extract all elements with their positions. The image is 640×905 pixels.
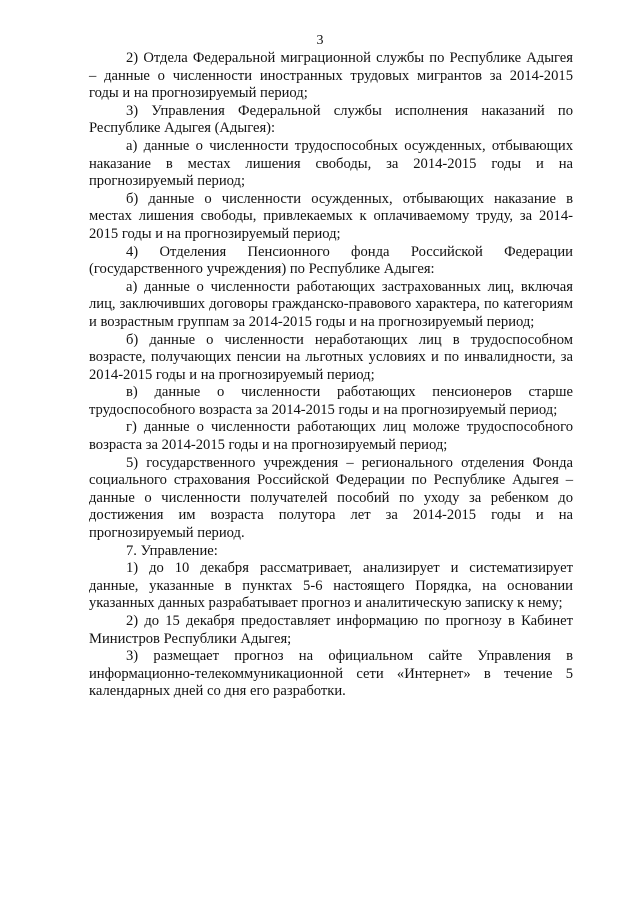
paragraph-item-1-analysis-deadline: 1) до 10 декабря рассматривает, анализирует и систематизирует данные, указанные в пунктах 5-6 настоящего Порядка, на основании указанных данных разрабатывает прогноз и аналитическую записку к нему; xyxy=(89,560,573,612)
paragraph-subitem-a-convicts-able: а) данные о численности трудоспособных осужденных, отбывающих наказание в местах лишения свободы, за 2014-2015 годы и на прогнозируемый период; xyxy=(89,137,573,190)
paragraph-subitem-g-working-minors: г) данные о численности работающих лиц моложе трудоспособного возраста за 2014-2015 годы и на прогнозируемый период; xyxy=(89,419,573,454)
paragraph-subitem-b-nonworking-pensioners: б) данные о численности неработающих лиц в трудоспособном возрасте, получающих пенсии на льготных условиях и по инвалидности, за 2014-2015 годы и на прогнозируемый период; xyxy=(89,331,573,383)
paragraph-subitem-b-convicts-paid-labor: б) данные о численности осужденных, отбывающих наказание в местах лишения свободы, привлекаемых к оплачиваемому труду, за 2014-2015 годы и на прогнозируемый период; xyxy=(89,190,573,242)
document-body xyxy=(89,50,573,701)
paragraph-subitem-a-insured-persons: а) данные о численности работающих застрахованных лиц, включая лиц, заключивших договоры гражданско-правового характера, по категориям и возрастным группам за 2014-2015 годы и на прогнозируемый период; xyxy=(89,278,573,330)
section-heading-7-administration: 7. Управление: xyxy=(126,542,218,559)
paragraph-item-5-social-insurance-fund: 5) государственного учреждения – регионального отделения Фонда социального страхования Российской Федерации по Республике Адыгея – данные о численности получателей пособий по уходу за ребенком до достижения им возраста полутора лет за 2014-2015 годы и на прогнозируемый период. xyxy=(89,454,573,542)
paragraph-item-2-cabinet-submission: 2) до 15 декабря предоставляет информацию по прогнозу в Кабинет Министров Республики Адыгея; xyxy=(89,613,573,647)
paragraph-item-2-migration-service: 2) Отдела Федеральной миграционной службы по Республике Адыгея – данные о численности иностранных трудовых мигрантов за 2014-2015 годы и на прогнозируемый период; xyxy=(89,50,573,102)
paragraph-item-4-pension-fund: 4) Отделения Пенсионного фонда Российской Федерации (государственного учреждения) по Республике Адыгея: xyxy=(89,243,573,278)
page-number: 3 xyxy=(316,33,324,48)
paragraph-subitem-v-working-pensioners: в) данные о численности работающих пенсионеров старше трудоспособного возраста за 2014-2015 годы и на прогнозируемый период; xyxy=(89,384,573,418)
paragraph-item-3-website-publication: 3) размещает прогноз на официальном сайте Управления в информационно-телекоммуникационной сети «Интернет» в течение 5 календарных дней со дня его разработки. xyxy=(89,648,573,700)
paragraph-item-3-penitentiary-service: 3) Управления Федеральной службы исполнения наказаний по Республике Адыгея (Адыгея): xyxy=(89,102,573,137)
